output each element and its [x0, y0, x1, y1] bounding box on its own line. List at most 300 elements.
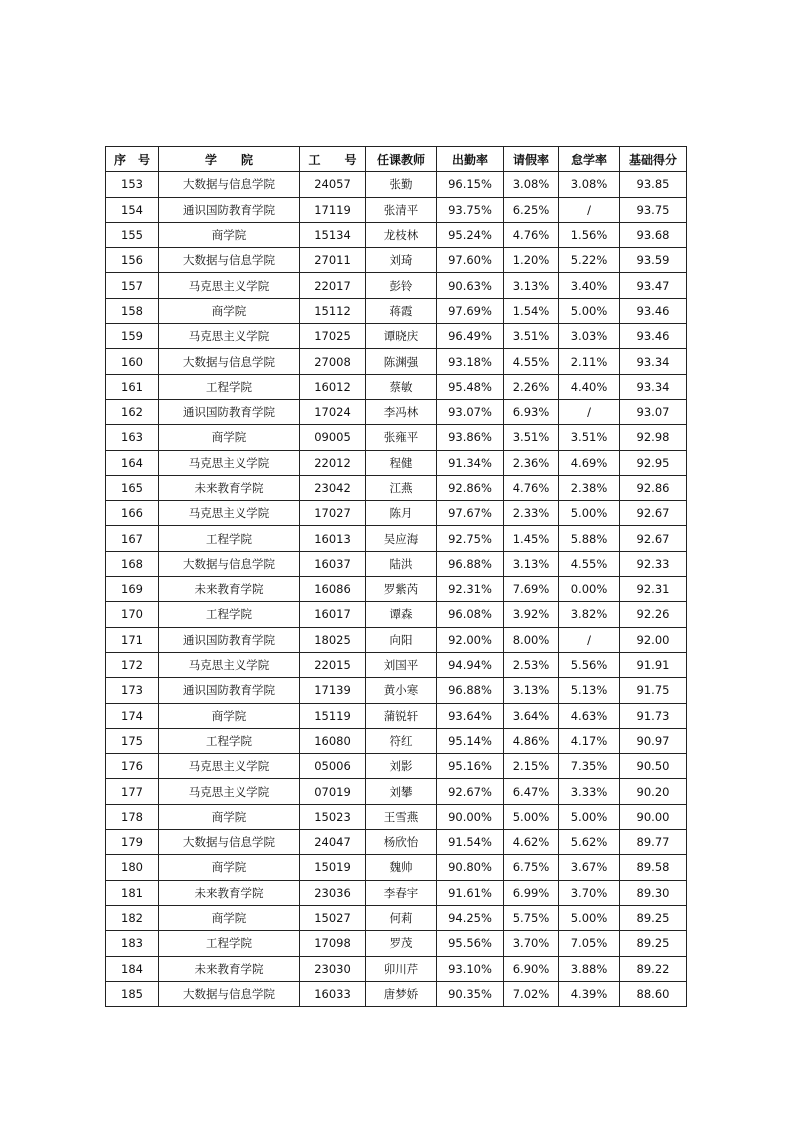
cell-base-score: 89.22	[620, 956, 687, 981]
cell-index: 168	[106, 551, 159, 576]
cell-base-score: 93.46	[620, 298, 687, 323]
cell-staff-id: 07019	[300, 779, 366, 804]
cell-attendance-rate: 93.07%	[437, 399, 504, 424]
cell-base-score: 91.75	[620, 678, 687, 703]
cell-index: 163	[106, 425, 159, 450]
table-row	[106, 222, 687, 247]
cell-staff-id: 15019	[300, 855, 366, 880]
cell-index: 173	[106, 678, 159, 703]
cell-leave-rate: 7.02%	[504, 981, 559, 1006]
cell-staff-id: 22012	[300, 450, 366, 475]
cell-leave-rate: 3.64%	[504, 703, 559, 728]
table-row	[106, 602, 687, 627]
table-row	[106, 551, 687, 576]
cell-truancy-rate: /	[559, 399, 620, 424]
cell-truancy-rate: 3.88%	[559, 956, 620, 981]
cell-teacher: 江燕	[366, 475, 437, 500]
cell-staff-id: 15134	[300, 222, 366, 247]
cell-teacher: 吴应海	[366, 526, 437, 551]
table-row	[106, 931, 687, 956]
cell-leave-rate: 4.86%	[504, 728, 559, 753]
table-row	[106, 728, 687, 753]
cell-teacher: 陆洪	[366, 551, 437, 576]
cell-base-score: 93.34	[620, 374, 687, 399]
cell-leave-rate: 4.55%	[504, 349, 559, 374]
table-row	[106, 905, 687, 930]
cell-teacher: 张雍平	[366, 425, 437, 450]
cell-index: 171	[106, 627, 159, 652]
cell-base-score: 93.07	[620, 399, 687, 424]
cell-teacher: 黄小寒	[366, 678, 437, 703]
cell-base-score: 93.34	[620, 349, 687, 374]
cell-staff-id: 16013	[300, 526, 366, 551]
cell-base-score: 92.98	[620, 425, 687, 450]
cell-attendance-rate: 96.15%	[437, 172, 504, 197]
cell-base-score: 92.67	[620, 526, 687, 551]
cell-college: 马克思主义学院	[159, 754, 300, 779]
table-row	[106, 501, 687, 526]
cell-leave-rate: 3.51%	[504, 425, 559, 450]
cell-staff-id: 18025	[300, 627, 366, 652]
cell-truancy-rate: 7.35%	[559, 754, 620, 779]
cell-leave-rate: 6.99%	[504, 880, 559, 905]
cell-college: 通识国防教育学院	[159, 627, 300, 652]
cell-truancy-rate: 3.40%	[559, 273, 620, 298]
cell-index: 174	[106, 703, 159, 728]
table-row	[106, 880, 687, 905]
cell-college: 工程学院	[159, 931, 300, 956]
cell-leave-rate: 3.08%	[504, 172, 559, 197]
table-row	[106, 981, 687, 1006]
header-teacher: 任课教师	[366, 147, 437, 172]
cell-staff-id: 24047	[300, 830, 366, 855]
cell-leave-rate: 3.13%	[504, 551, 559, 576]
cell-leave-rate: 6.93%	[504, 399, 559, 424]
cell-truancy-rate: 0.00%	[559, 577, 620, 602]
cell-truancy-rate: 4.17%	[559, 728, 620, 753]
cell-truancy-rate: /	[559, 197, 620, 222]
cell-leave-rate: 2.36%	[504, 450, 559, 475]
cell-college: 大数据与信息学院	[159, 830, 300, 855]
cell-attendance-rate: 92.00%	[437, 627, 504, 652]
cell-index: 162	[106, 399, 159, 424]
cell-leave-rate: 2.33%	[504, 501, 559, 526]
cell-index: 183	[106, 931, 159, 956]
cell-index: 165	[106, 475, 159, 500]
cell-college: 通识国防教育学院	[159, 399, 300, 424]
cell-college: 大数据与信息学院	[159, 248, 300, 273]
cell-teacher: 谭森	[366, 602, 437, 627]
cell-index: 180	[106, 855, 159, 880]
table-row	[106, 830, 687, 855]
cell-truancy-rate: 3.03%	[559, 324, 620, 349]
cell-index: 176	[106, 754, 159, 779]
cell-base-score: 90.97	[620, 728, 687, 753]
cell-staff-id: 17027	[300, 501, 366, 526]
cell-attendance-rate: 92.31%	[437, 577, 504, 602]
cell-teacher: 蒲锐轩	[366, 703, 437, 728]
cell-leave-rate: 1.45%	[504, 526, 559, 551]
cell-index: 175	[106, 728, 159, 753]
table-header-row	[106, 147, 687, 172]
table-body	[106, 172, 687, 1007]
cell-base-score: 90.20	[620, 779, 687, 804]
cell-leave-rate: 1.20%	[504, 248, 559, 273]
cell-base-score: 89.77	[620, 830, 687, 855]
cell-attendance-rate: 95.16%	[437, 754, 504, 779]
header-base-score: 基础得分	[620, 147, 687, 172]
cell-staff-id: 05006	[300, 754, 366, 779]
cell-attendance-rate: 93.86%	[437, 425, 504, 450]
cell-truancy-rate: 5.00%	[559, 501, 620, 526]
cell-truancy-rate: 4.69%	[559, 450, 620, 475]
cell-staff-id: 17119	[300, 197, 366, 222]
cell-teacher: 刘琦	[366, 248, 437, 273]
cell-college: 大数据与信息学院	[159, 981, 300, 1006]
cell-teacher: 刘影	[366, 754, 437, 779]
cell-staff-id: 23036	[300, 880, 366, 905]
cell-teacher: 陈月	[366, 501, 437, 526]
cell-leave-rate: 8.00%	[504, 627, 559, 652]
cell-index: 155	[106, 222, 159, 247]
cell-teacher: 谭晓庆	[366, 324, 437, 349]
cell-staff-id: 16017	[300, 602, 366, 627]
cell-attendance-rate: 93.75%	[437, 197, 504, 222]
cell-base-score: 92.33	[620, 551, 687, 576]
cell-leave-rate: 4.76%	[504, 222, 559, 247]
cell-college: 商学院	[159, 298, 300, 323]
cell-teacher: 蒋霞	[366, 298, 437, 323]
cell-truancy-rate: 5.00%	[559, 905, 620, 930]
cell-attendance-rate: 90.63%	[437, 273, 504, 298]
cell-teacher: 彭铃	[366, 273, 437, 298]
cell-attendance-rate: 91.61%	[437, 880, 504, 905]
header-staff-id: 工 号	[300, 147, 366, 172]
table-row	[106, 172, 687, 197]
cell-college: 商学院	[159, 222, 300, 247]
cell-index: 166	[106, 501, 159, 526]
cell-college: 商学院	[159, 425, 300, 450]
cell-college: 工程学院	[159, 728, 300, 753]
table-row	[106, 425, 687, 450]
cell-college: 马克思主义学院	[159, 652, 300, 677]
cell-base-score: 92.31	[620, 577, 687, 602]
cell-truancy-rate: 3.51%	[559, 425, 620, 450]
cell-truancy-rate: 1.56%	[559, 222, 620, 247]
cell-college: 商学院	[159, 905, 300, 930]
table-row	[106, 652, 687, 677]
cell-base-score: 90.50	[620, 754, 687, 779]
cell-attendance-rate: 92.75%	[437, 526, 504, 551]
cell-attendance-rate: 97.69%	[437, 298, 504, 323]
cell-truancy-rate: 5.00%	[559, 804, 620, 829]
cell-staff-id: 24057	[300, 172, 366, 197]
cell-attendance-rate: 96.88%	[437, 551, 504, 576]
table-row	[106, 197, 687, 222]
cell-base-score: 93.59	[620, 248, 687, 273]
table-row	[106, 399, 687, 424]
cell-leave-rate: 3.70%	[504, 931, 559, 956]
cell-index: 158	[106, 298, 159, 323]
cell-attendance-rate: 97.67%	[437, 501, 504, 526]
cell-teacher: 李春宇	[366, 880, 437, 905]
cell-staff-id: 16037	[300, 551, 366, 576]
cell-base-score: 93.68	[620, 222, 687, 247]
cell-index: 181	[106, 880, 159, 905]
cell-base-score: 93.85	[620, 172, 687, 197]
cell-base-score: 93.46	[620, 324, 687, 349]
cell-staff-id: 16080	[300, 728, 366, 753]
cell-teacher: 李冯林	[366, 399, 437, 424]
cell-college: 工程学院	[159, 602, 300, 627]
cell-truancy-rate: 4.40%	[559, 374, 620, 399]
cell-college: 通识国防教育学院	[159, 678, 300, 703]
cell-teacher: 张清平	[366, 197, 437, 222]
header-college: 学 院	[159, 147, 300, 172]
cell-college: 商学院	[159, 855, 300, 880]
cell-index: 157	[106, 273, 159, 298]
cell-staff-id: 17098	[300, 931, 366, 956]
cell-leave-rate: 2.15%	[504, 754, 559, 779]
cell-staff-id: 27011	[300, 248, 366, 273]
cell-truancy-rate: 4.63%	[559, 703, 620, 728]
table-row	[106, 703, 687, 728]
cell-base-score: 89.58	[620, 855, 687, 880]
cell-base-score: 92.00	[620, 627, 687, 652]
cell-attendance-rate: 92.67%	[437, 779, 504, 804]
cell-truancy-rate: 5.56%	[559, 652, 620, 677]
cell-base-score: 92.67	[620, 501, 687, 526]
cell-index: 159	[106, 324, 159, 349]
cell-teacher: 魏帅	[366, 855, 437, 880]
table-row	[106, 475, 687, 500]
cell-teacher: 刘攀	[366, 779, 437, 804]
cell-leave-rate: 2.26%	[504, 374, 559, 399]
table-row	[106, 956, 687, 981]
cell-staff-id: 09005	[300, 425, 366, 450]
cell-index: 177	[106, 779, 159, 804]
cell-leave-rate: 6.25%	[504, 197, 559, 222]
cell-staff-id: 15119	[300, 703, 366, 728]
cell-attendance-rate: 95.56%	[437, 931, 504, 956]
cell-teacher: 王雪燕	[366, 804, 437, 829]
table-row	[106, 855, 687, 880]
cell-college: 未来教育学院	[159, 577, 300, 602]
cell-attendance-rate: 93.10%	[437, 956, 504, 981]
cell-teacher: 陈渊强	[366, 349, 437, 374]
cell-teacher: 卯川芹	[366, 956, 437, 981]
cell-leave-rate: 3.92%	[504, 602, 559, 627]
cell-leave-rate: 6.90%	[504, 956, 559, 981]
cell-attendance-rate: 95.14%	[437, 728, 504, 753]
cell-college: 工程学院	[159, 526, 300, 551]
cell-leave-rate: 1.54%	[504, 298, 559, 323]
cell-truancy-rate: 3.67%	[559, 855, 620, 880]
cell-index: 172	[106, 652, 159, 677]
cell-staff-id: 23042	[300, 475, 366, 500]
cell-truancy-rate: 3.33%	[559, 779, 620, 804]
cell-attendance-rate: 90.35%	[437, 981, 504, 1006]
table-row	[106, 577, 687, 602]
cell-attendance-rate: 95.24%	[437, 222, 504, 247]
table-row	[106, 450, 687, 475]
cell-base-score: 88.60	[620, 981, 687, 1006]
cell-teacher: 唐梦娇	[366, 981, 437, 1006]
header-index: 序 号	[106, 147, 159, 172]
cell-truancy-rate: 2.38%	[559, 475, 620, 500]
cell-leave-rate: 7.69%	[504, 577, 559, 602]
header-truancy-rate: 怠学率	[559, 147, 620, 172]
cell-attendance-rate: 94.94%	[437, 652, 504, 677]
cell-teacher: 张勤	[366, 172, 437, 197]
cell-leave-rate: 3.13%	[504, 678, 559, 703]
cell-index: 185	[106, 981, 159, 1006]
cell-staff-id: 15027	[300, 905, 366, 930]
cell-attendance-rate: 96.88%	[437, 678, 504, 703]
cell-attendance-rate: 90.80%	[437, 855, 504, 880]
cell-college: 马克思主义学院	[159, 273, 300, 298]
cell-attendance-rate: 95.48%	[437, 374, 504, 399]
cell-teacher: 杨欣怡	[366, 830, 437, 855]
cell-teacher: 蔡敏	[366, 374, 437, 399]
cell-attendance-rate: 92.86%	[437, 475, 504, 500]
cell-college: 马克思主义学院	[159, 501, 300, 526]
cell-truancy-rate: 4.39%	[559, 981, 620, 1006]
cell-teacher: 刘国平	[366, 652, 437, 677]
cell-staff-id: 22017	[300, 273, 366, 298]
cell-staff-id: 17024	[300, 399, 366, 424]
cell-leave-rate: 3.13%	[504, 273, 559, 298]
cell-leave-rate: 5.75%	[504, 905, 559, 930]
cell-index: 160	[106, 349, 159, 374]
cell-attendance-rate: 91.54%	[437, 830, 504, 855]
cell-college: 马克思主义学院	[159, 324, 300, 349]
cell-truancy-rate: 3.82%	[559, 602, 620, 627]
cell-leave-rate: 6.75%	[504, 855, 559, 880]
cell-attendance-rate: 91.34%	[437, 450, 504, 475]
cell-college: 未来教育学院	[159, 956, 300, 981]
cell-college: 工程学院	[159, 374, 300, 399]
cell-attendance-rate: 96.08%	[437, 602, 504, 627]
cell-college: 大数据与信息学院	[159, 172, 300, 197]
cell-teacher: 向阳	[366, 627, 437, 652]
cell-index: 164	[106, 450, 159, 475]
table-row	[106, 248, 687, 273]
cell-college: 未来教育学院	[159, 475, 300, 500]
cell-attendance-rate: 96.49%	[437, 324, 504, 349]
cell-attendance-rate: 93.18%	[437, 349, 504, 374]
cell-attendance-rate: 97.60%	[437, 248, 504, 273]
header-attendance-rate: 出勤率	[437, 147, 504, 172]
cell-staff-id: 23030	[300, 956, 366, 981]
table-row	[106, 349, 687, 374]
cell-leave-rate: 6.47%	[504, 779, 559, 804]
cell-staff-id: 22015	[300, 652, 366, 677]
cell-teacher: 符红	[366, 728, 437, 753]
cell-base-score: 92.95	[620, 450, 687, 475]
cell-truancy-rate: 4.55%	[559, 551, 620, 576]
cell-staff-id: 16086	[300, 577, 366, 602]
table-row	[106, 273, 687, 298]
cell-attendance-rate: 94.25%	[437, 905, 504, 930]
table-row	[106, 627, 687, 652]
cell-base-score: 89.30	[620, 880, 687, 905]
header-leave-rate: 请假率	[504, 147, 559, 172]
cell-leave-rate: 2.53%	[504, 652, 559, 677]
cell-base-score: 93.47	[620, 273, 687, 298]
cell-index: 153	[106, 172, 159, 197]
cell-base-score: 93.75	[620, 197, 687, 222]
cell-base-score: 91.73	[620, 703, 687, 728]
table-row	[106, 324, 687, 349]
table-row	[106, 298, 687, 323]
cell-index: 167	[106, 526, 159, 551]
cell-truancy-rate: 5.13%	[559, 678, 620, 703]
cell-base-score: 90.00	[620, 804, 687, 829]
cell-base-score: 91.91	[620, 652, 687, 677]
table-row	[106, 374, 687, 399]
cell-college: 未来教育学院	[159, 880, 300, 905]
cell-college: 大数据与信息学院	[159, 551, 300, 576]
cell-truancy-rate: 5.62%	[559, 830, 620, 855]
cell-base-score: 89.25	[620, 905, 687, 930]
cell-truancy-rate: 5.00%	[559, 298, 620, 323]
cell-index: 184	[106, 956, 159, 981]
cell-base-score: 92.86	[620, 475, 687, 500]
table-row	[106, 678, 687, 703]
cell-college: 马克思主义学院	[159, 450, 300, 475]
cell-truancy-rate: 3.70%	[559, 880, 620, 905]
cell-leave-rate: 3.51%	[504, 324, 559, 349]
cell-staff-id: 15023	[300, 804, 366, 829]
cell-college: 通识国防教育学院	[159, 197, 300, 222]
cell-truancy-rate: /	[559, 627, 620, 652]
table-row	[106, 779, 687, 804]
cell-staff-id: 17139	[300, 678, 366, 703]
cell-teacher: 程健	[366, 450, 437, 475]
score-table-container	[105, 146, 687, 1007]
table-row	[106, 526, 687, 551]
cell-truancy-rate: 5.22%	[559, 248, 620, 273]
cell-teacher: 罗茂	[366, 931, 437, 956]
cell-index: 161	[106, 374, 159, 399]
cell-leave-rate: 4.62%	[504, 830, 559, 855]
cell-truancy-rate: 3.08%	[559, 172, 620, 197]
cell-leave-rate: 5.00%	[504, 804, 559, 829]
table-row	[106, 804, 687, 829]
cell-leave-rate: 4.76%	[504, 475, 559, 500]
cell-teacher: 龙枝林	[366, 222, 437, 247]
cell-teacher: 何莉	[366, 905, 437, 930]
cell-college: 商学院	[159, 804, 300, 829]
cell-staff-id: 16012	[300, 374, 366, 399]
cell-attendance-rate: 90.00%	[437, 804, 504, 829]
cell-truancy-rate: 5.88%	[559, 526, 620, 551]
cell-attendance-rate: 93.64%	[437, 703, 504, 728]
cell-index: 179	[106, 830, 159, 855]
cell-truancy-rate: 7.05%	[559, 931, 620, 956]
cell-truancy-rate: 2.11%	[559, 349, 620, 374]
cell-staff-id: 16033	[300, 981, 366, 1006]
cell-teacher: 罗紫芮	[366, 577, 437, 602]
cell-index: 182	[106, 905, 159, 930]
cell-index: 154	[106, 197, 159, 222]
score-table	[105, 146, 687, 1007]
cell-base-score: 92.26	[620, 602, 687, 627]
cell-index: 178	[106, 804, 159, 829]
cell-index: 156	[106, 248, 159, 273]
cell-staff-id: 17025	[300, 324, 366, 349]
